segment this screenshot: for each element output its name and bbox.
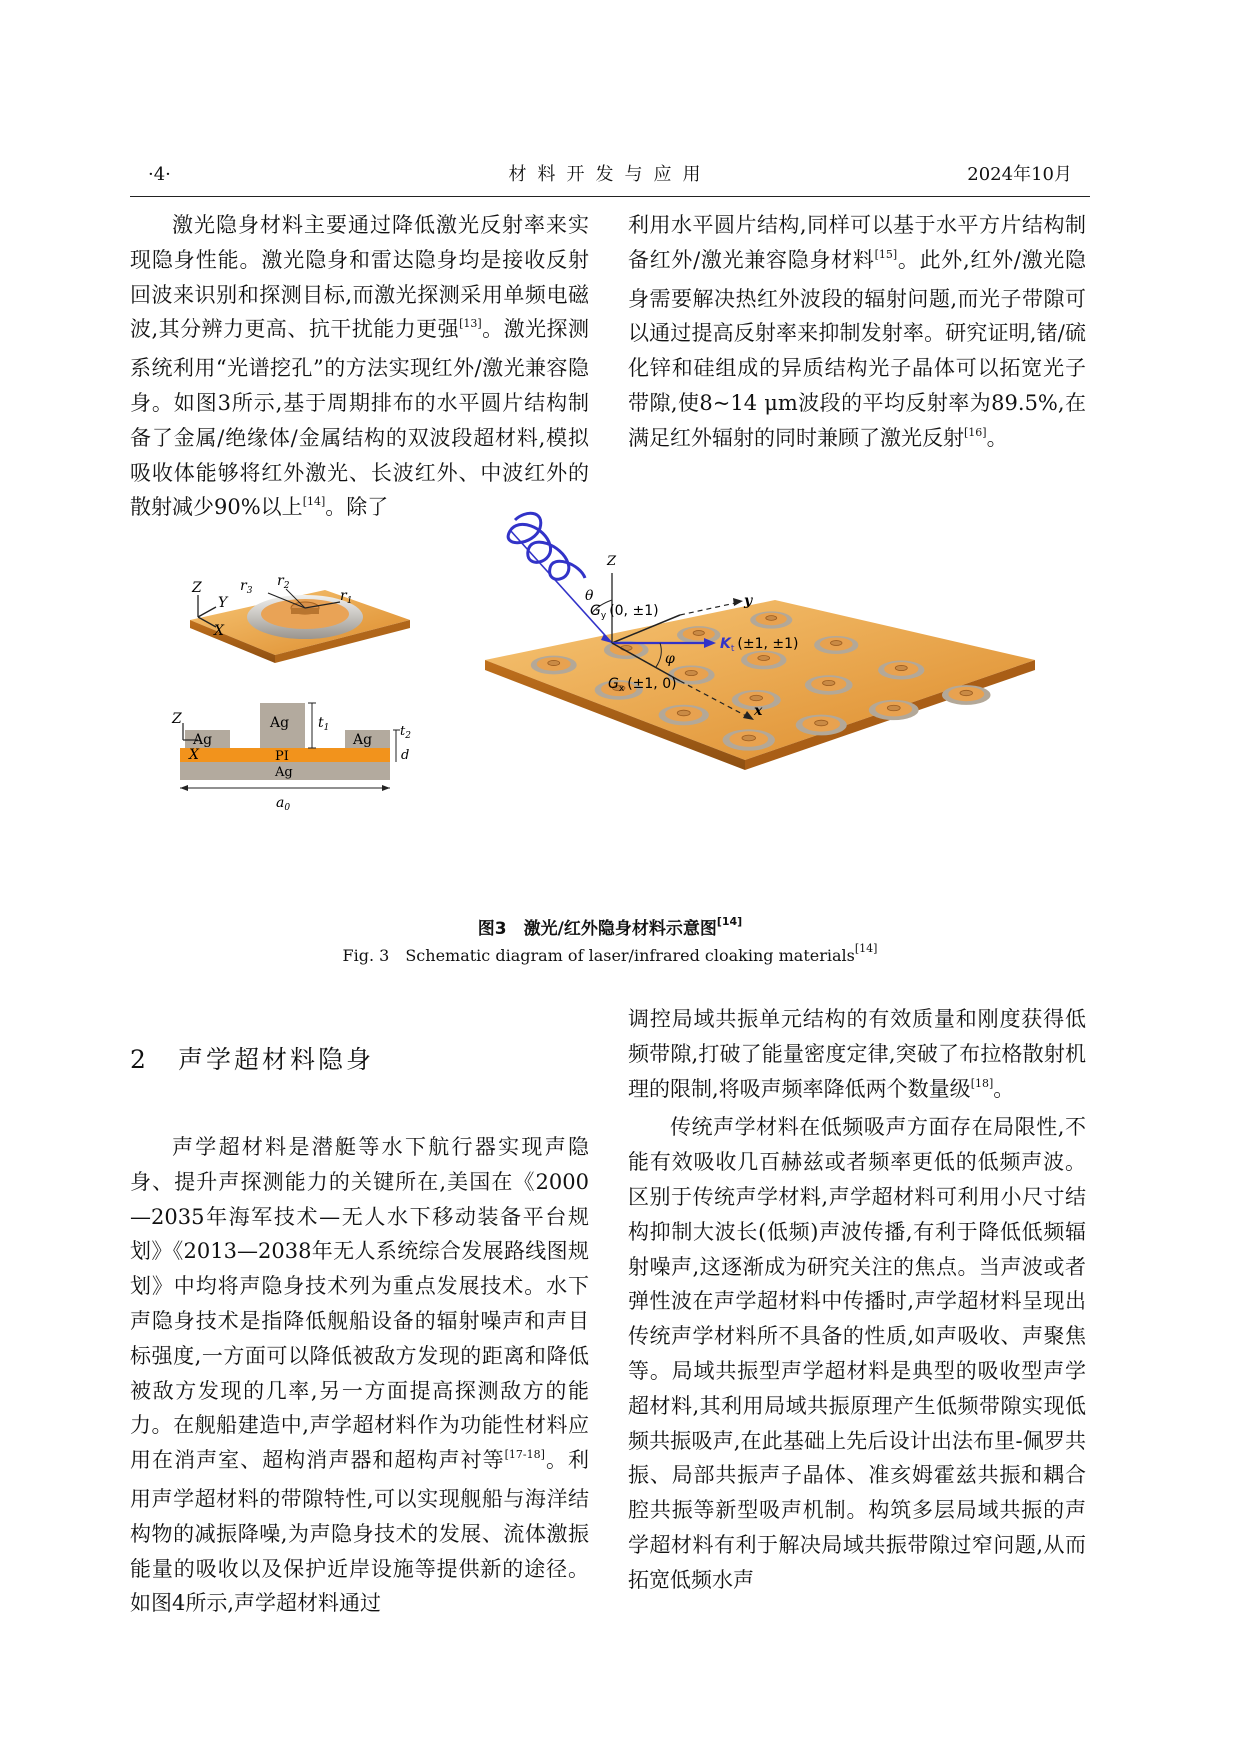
array-disk bbox=[750, 695, 763, 700]
d-label: d bbox=[401, 748, 410, 763]
unit-cell-diagram bbox=[190, 573, 410, 663]
t1-label: $t_1$ bbox=[318, 715, 330, 733]
paragraph: 传统声学材料在低频吸声方面存在局限性,不能有效吸收几百赫兹或者频率更低的低频声波。区别于传统声学材料,声学超材料可利用小尺寸结构抑制大波长(低频)声波传播,有利于降低低频辐射噪声,这逐渐成为研究关注的焦点。当声波或者弹性波在声学超材料中传播时,声学超材料呈现出传统声学材料所不具备的性质,如声吸收、声聚焦等。局域共振型声学超材料是典型的吸收型声学超材料,其利用局域共振原理产生低频带隙实现低频共振吸声,在此基础上先后设计出法布里-佩罗共振、局部共振声子晶体、准亥姆霍兹共振和耦合腔共振等新型吸声机制。构筑多层局域共振的声学超材料有利于解决局域共振带隙过窄问题,从而拓宽低频水声 bbox=[628, 1115, 1086, 1592]
array-disk bbox=[677, 710, 690, 716]
y-arrowhead bbox=[733, 598, 743, 606]
text: 。利用声学超材料的带隙特性,可以实现舰船与海洋结构物的减振降噪,为声隐身技术的发展、流体激振能量的吸收以及保护近岸设施等提供新的途径。如图4所示,声学超材料通过 bbox=[130, 1448, 590, 1616]
array-disk bbox=[685, 670, 697, 675]
paragraph bbox=[628, 1002, 1086, 1110]
array-x-label: x bbox=[754, 703, 763, 719]
text: 。 bbox=[993, 1076, 1015, 1101]
cross-section-diagram bbox=[171, 703, 411, 813]
array-disk bbox=[895, 665, 907, 670]
x-label: X bbox=[214, 623, 224, 639]
issue-date: 2024年10月 bbox=[967, 164, 1072, 185]
k-label: $K_t$ (±1, ±1) bbox=[720, 636, 799, 654]
text: 。 bbox=[986, 425, 1008, 450]
y-label: Y bbox=[218, 595, 228, 611]
gx-label: $G_x$ (±1, 0) bbox=[608, 676, 677, 694]
incident-beam bbox=[510, 530, 612, 643]
periodic-array-diagram bbox=[485, 513, 1035, 770]
cross-x-label: X bbox=[189, 747, 199, 763]
section-title: 声学超材料隐身 bbox=[178, 1045, 375, 1074]
array-disk bbox=[823, 680, 835, 685]
center-disk-side bbox=[291, 608, 319, 614]
text: Fig. 3 Schematic diagram of laser/infrared cloaking materials bbox=[342, 946, 855, 965]
text: 。除了 bbox=[325, 495, 389, 520]
citation[interactable]: [15] bbox=[874, 247, 898, 261]
citation[interactable]: [13] bbox=[459, 317, 482, 331]
pi-label: PI bbox=[275, 749, 289, 764]
figure-3-diagram bbox=[172, 545, 1080, 895]
top-right-column bbox=[628, 208, 1086, 460]
array-z-label: Z bbox=[607, 554, 617, 569]
r2-label: $r_2$ bbox=[277, 573, 290, 591]
gy-label: $G_y$ (0, ±1) bbox=[590, 603, 659, 621]
array-disk bbox=[831, 641, 842, 646]
ag-bottom-label: Ag bbox=[275, 765, 293, 780]
section-heading bbox=[130, 1040, 374, 1076]
journal-title: 材料开发与应用 bbox=[508, 164, 712, 185]
text: 利用水平圆片结构,同样可以基于水平方片结构制备红外/激光兼容隐身材料 bbox=[628, 213, 1086, 272]
array-disk bbox=[742, 735, 756, 741]
array-disk bbox=[758, 655, 770, 660]
text: 激光隐身材料主要通过降低激光反射率来实现隐身性能。激光隐身和雷达隐身均是接收反射回波来识别和探测目标,而激光探测采用单频电磁波,其分辨力更高、抗干扰能力更强 bbox=[130, 213, 589, 342]
citation[interactable]: [17-18] bbox=[504, 1448, 545, 1462]
section-number: 2 bbox=[130, 1045, 149, 1074]
running-header bbox=[130, 162, 1090, 192]
citation[interactable]: [14] bbox=[716, 915, 743, 928]
z-label: Z bbox=[192, 580, 202, 596]
citation[interactable]: [18] bbox=[970, 1076, 994, 1090]
theta-label: θ bbox=[585, 588, 594, 604]
paragraph bbox=[130, 208, 589, 529]
phi-label: φ bbox=[665, 651, 675, 667]
page-number: ·4· bbox=[148, 164, 171, 185]
t2-label: $t_2$ bbox=[400, 724, 411, 741]
text: 。此外,红外/激光隐身需要解决热红外波段的辐射问题,而光子带隙可以通过提高反射率来抑制发射率。研究证明,锗/硫化锌和硅组成的异质结构光子晶体可以拓宽光子带隙,使8~14 μm波段的平均反射率为89.5%,在满足红外辐射的同时兼顾了激光反射 bbox=[628, 247, 1087, 450]
paragraph bbox=[130, 1130, 589, 1621]
array-disk bbox=[960, 690, 973, 695]
array-disk bbox=[815, 720, 828, 726]
array-y-label: y bbox=[744, 593, 753, 609]
r3-label: $r_3$ bbox=[240, 578, 253, 596]
top-left-column bbox=[130, 208, 589, 529]
bottom-left-column bbox=[130, 1130, 589, 1621]
a0-label: $a_0$ bbox=[276, 795, 291, 813]
array-disk bbox=[887, 705, 900, 711]
text: 调控局域共振单元结构的有效质量和刚度获得低频带隙,打破了能量密度定律,突破了布拉格散射机理的限制,将吸声频率降低两个数量级 bbox=[628, 1007, 1086, 1101]
header-rule bbox=[130, 196, 1090, 197]
a0-arrow-left bbox=[180, 785, 188, 791]
bottom-right-column bbox=[628, 1002, 1086, 1598]
paragraph bbox=[628, 208, 1086, 460]
ag-right-label: Ag bbox=[353, 732, 373, 748]
ag-left-label: Ag bbox=[193, 732, 213, 748]
r1-label: $r_1$ bbox=[340, 588, 353, 606]
citation[interactable]: [16] bbox=[964, 425, 987, 439]
figure-caption-en bbox=[130, 943, 1090, 966]
citation[interactable]: [14] bbox=[302, 495, 326, 509]
text: 。激光探测系统利用“光谱挖孔”的方法实现红外/激光兼容隐身。如图3所示,基于周期排布的水平圆片结构制备了金属/绝缘体/金属结构的双波段超材料,模拟吸收体能够将红外激光、长波红外、中波红外的散射减少90%以上 bbox=[130, 317, 590, 520]
a0-arrow-right bbox=[382, 785, 390, 791]
cross-z-label: Z bbox=[172, 711, 182, 727]
ag-center-label: Ag bbox=[270, 715, 290, 731]
citation[interactable]: [14] bbox=[854, 942, 878, 955]
figure-caption-zh bbox=[130, 914, 1090, 939]
text: 声学超材料是潜艇等水下航行器实现声隐身、提升声探测能力的关键所在,美国在《2000—2035年海军技术—无人水下移动装备平台规划》《2013—2038年无人系统综合发展路线图规划》中均将声隐身技术列为重点发展技术。水下声隐身技术是指降低舰船设备的辐射噪声和声目标强度,一方面可以降低被敌方发现的距离和降低被敌方发现的几率,另一方面提高探测敌方的能力。在舰船建造中,声学超材料作为功能性材料应用在消声室、超构消声器和超构声衬等 bbox=[130, 1135, 589, 1473]
array-disk bbox=[693, 631, 704, 636]
array-disk bbox=[548, 660, 560, 665]
array-disk bbox=[766, 616, 777, 621]
text: 图3 激光/红外隐身材料示意图 bbox=[477, 919, 717, 939]
